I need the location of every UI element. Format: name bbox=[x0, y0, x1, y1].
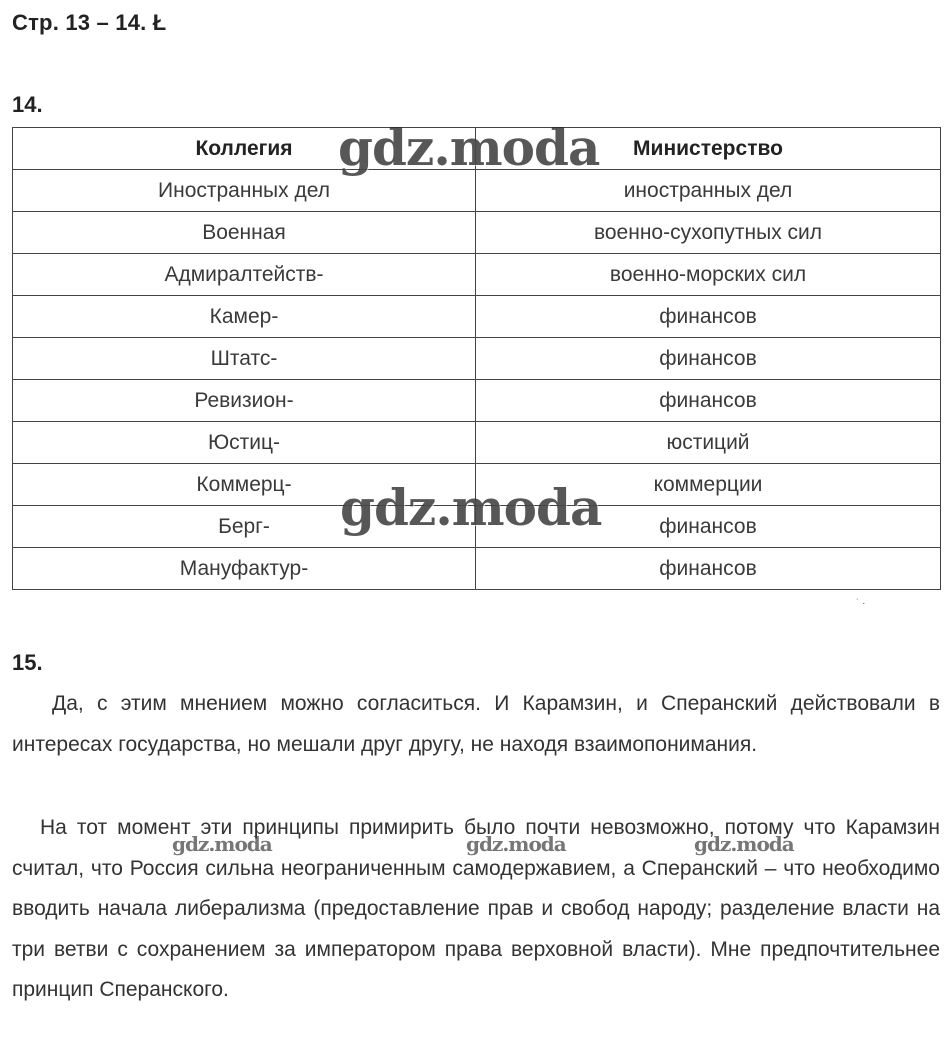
scan-specks: ˙ · bbox=[856, 598, 866, 609]
collegia-cell: Коммерц- bbox=[13, 464, 476, 506]
table-row bbox=[13, 212, 941, 254]
ministry-cell: иностранных дел bbox=[476, 170, 941, 212]
collegia-cell: Юстиц- bbox=[13, 422, 476, 464]
table-row bbox=[13, 254, 941, 296]
collegia-cell: Адмиралтейств- bbox=[13, 254, 476, 296]
collegia-cell: Мануфактур- bbox=[13, 548, 476, 590]
watermark-logo-small: gdz.moda bbox=[466, 832, 566, 856]
page-title: Стр. 13 – 14. Ł bbox=[12, 10, 167, 35]
table-row bbox=[13, 296, 941, 338]
collegia-cell: Берг- bbox=[13, 506, 476, 548]
task-14-number: 14. bbox=[12, 92, 43, 117]
table-row bbox=[13, 506, 941, 548]
table-row bbox=[13, 548, 941, 590]
ministry-cell: коммерции bbox=[476, 464, 941, 506]
collegia-ministries-table bbox=[12, 127, 941, 590]
watermark-logo-small: gdz.moda bbox=[694, 832, 794, 856]
collegia-cell: Иностранных дел bbox=[13, 170, 476, 212]
collegia-cell: Штатс- bbox=[13, 338, 476, 380]
table-row bbox=[13, 380, 941, 422]
collegia-cell: Военная bbox=[13, 212, 476, 254]
column-header-collegia: Коллегия bbox=[13, 128, 476, 170]
answer-paragraph-2: На тот момент эти принципы примирить было почти невозможно, потому что Карамзин считал, что Россия сильна неограниченным самодержавием, а Сперанский – что необходимо вводить начала либерализма (предоставление прав и свобод народу; разделение власти на три ветви с сохранением за императором права верховной власти). Мне предпочтительнее принцип Сперанского. bbox=[12, 816, 940, 1001]
table-header-row bbox=[13, 128, 941, 170]
ministry-cell: финансов bbox=[476, 548, 941, 590]
ministry-cell: военно-сухопутных сил bbox=[476, 212, 941, 254]
collegia-cell: Ревизион- bbox=[13, 380, 476, 422]
answer-paragraph-1: Да, с этим мнением можно согласиться. И Карамзин, и Сперанский действовали в интересах государства, но мешали друг другу, не находя взаимопонимания. bbox=[12, 692, 940, 756]
watermark-logo: gdz.moda bbox=[338, 118, 600, 177]
task-15-number: 15. bbox=[12, 650, 43, 675]
collegia-cell: Камер- bbox=[13, 296, 476, 338]
ministry-cell: финансов bbox=[476, 506, 941, 548]
watermark-logo-small: gdz.moda bbox=[172, 832, 272, 856]
ministry-cell: финансов bbox=[476, 338, 941, 380]
table-row bbox=[13, 422, 941, 464]
ministry-cell: финансов bbox=[476, 380, 941, 422]
ministry-cell: финансов bbox=[476, 296, 941, 338]
table-row bbox=[13, 338, 941, 380]
watermark-logo: gdz.moda bbox=[340, 478, 602, 537]
column-header-ministry: Министерство bbox=[476, 128, 941, 170]
table-row bbox=[13, 464, 941, 506]
table-row bbox=[13, 170, 941, 212]
ministry-cell: военно-морских сил bbox=[476, 254, 941, 296]
ministry-cell: юстиций bbox=[476, 422, 941, 464]
